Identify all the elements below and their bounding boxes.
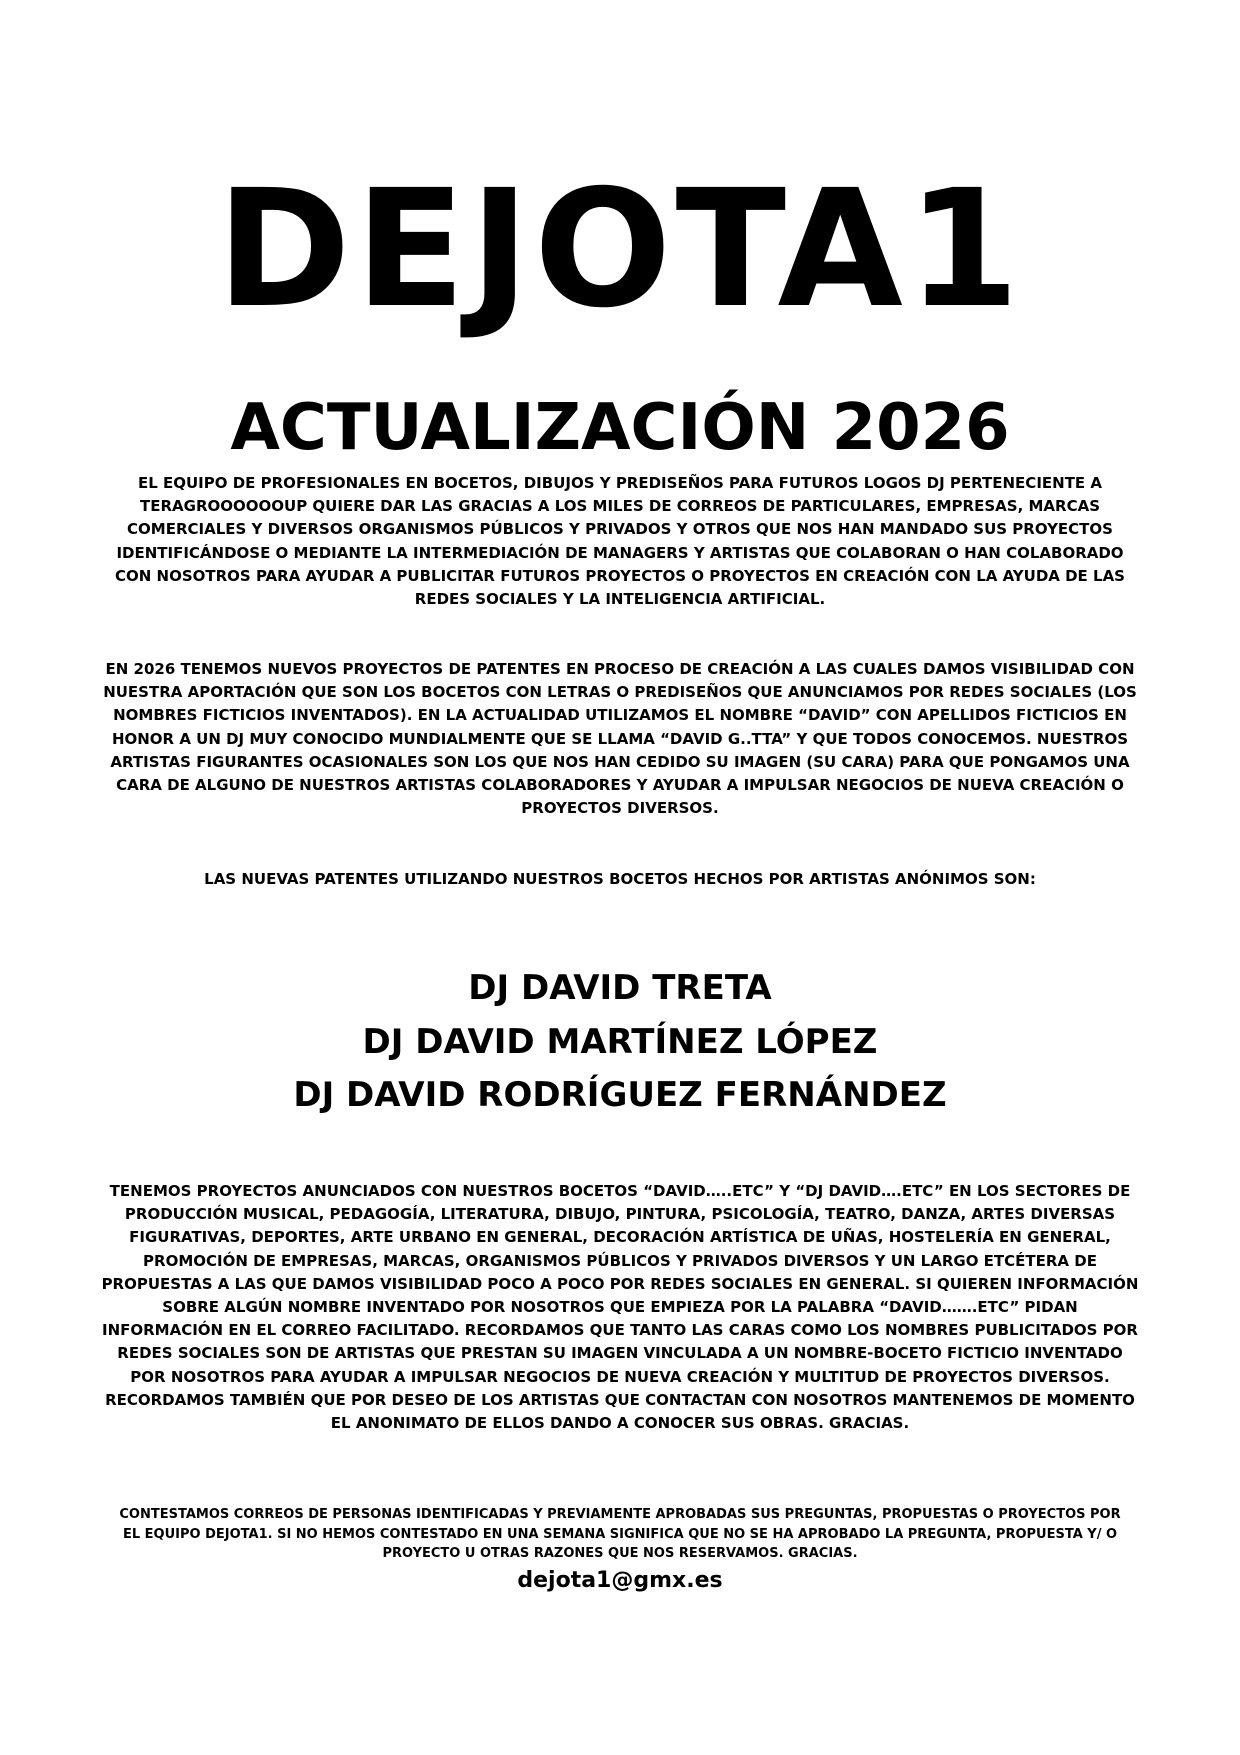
sectors-paragraph: TENEMOS PROYECTOS ANUNCIADOS CON NUESTROS BOCETOS “DAVID…..ETC” Y “DJ DAVID….ETC” EN LOS SECTORES DE PRODUCCIÓN MUSICAL, PEDAGOGÍA, LITERATURA, DIBUJO, PINTURA, PSICOLOGÍA, TEATRO, DANZA, ARTES DIVERSAS FIGURATIVAS, DEPORTES, ARTE URBANO EN GENERAL, DECORACIÓN ARTÍSTICA DE UÑAS, HOSTELERÍA EN GENERAL, PROMOCIÓN DE EMPRESAS, MARCAS, ORGANISMOS PÚBLICOS Y PRIVADOS DIVERSOS Y UN LARGO ETCÉTERA DE PROPUESTAS A LAS QUE DAMOS VISIBILIDAD POCO A POCO POR REDES SOCIALES EN GENERAL. SI QUIEREN INFORMACIÓN SOBRE ALGÚN NOMBRE INVENTADO POR NOSOTROS QUE EMPIEZA POR LA PALABRA “DAVID…….ETC” PIDAN INFORMACIÓN EN EL CORREO FACILITADO. RECORDAMOS QUE TANTO LAS CARAS COMO LOS NOMBRES PUBLICITADOS POR REDES SOCIALES SON DE ARTISTAS QUE PRESTAN SU IMAGEN VINCULADA A UN NOMBRE-BOCETO FICTICIO INVENTADO POR NOSOTROS PARA AYUDAR A IMPULSAR NEGOCIOS DE NUEVA CREACIÓN Y MULTITUD DE PROYECTOS DIVERSOS. RECORDAMOS TAMBIÉN QUE POR DESEO DE LOS ARTISTAS QUE CONTACTAN CON NOSOTROS MANTENEMOS DE MOMENTO EL ANONIMATO DE ELLOS DANDO A CONOCER SUS OBRAS. GRACIAS. (101, 1182, 1139, 1433)
patent-name-item: DJ DAVID TRETA (468, 968, 772, 1008)
patents-intro-paragraph: LAS NUEVAS PATENTES UTILIZANDO NUESTROS BOCETOS HECHOS POR ARTISTAS ANÓNIMOS SON: (204, 870, 1036, 888)
intro-paragraph: EL EQUIPO DE PROFESIONALES EN BOCETOS, DIBUJOS Y PREDISEÑOS PARA FUTUROS LOGOS DJ PERTENECIENTE A TERAGROOOOOOUP QUIERE DAR LAS GRACIAS A LOS MILES DE CORREOS DE PARTICULARES, EMPRESAS, MARCAS COMERCIALES Y DIVERSOS ORGANISMOS PÚBLICOS Y PRIVADOS Y OTROS QUE NOS HAN MANDADO SUS PROYECTOS IDENTIFICÁNDOSE O MEDIANTE LA INTERMEDIACIÓN DE MANAGERS Y ARTISTAS QUE COLABORAN O HAN COLABORADO CON NOSOTROS PARA AYUDAR A PUBLICITAR FUTUROS PROYECTOS O PROYECTOS EN CREACIÓN CON LA AYUDA DE LAS REDES SOCIALES Y LA INTELIGENCIA ARTIFICIAL. (114, 474, 1125, 609)
page-subtitle: ACTUALIZACIÓN 2026 (230, 391, 1010, 465)
patent-name-item: DJ DAVID MARTÍNEZ LÓPEZ (362, 1021, 878, 1062)
projects-paragraph: EN 2026 TENEMOS NUEVOS PROYECTOS DE PATENTES EN PROCESO DE CREACIÓN A LAS CUALES DAMOS VISIBILIDAD CON NUESTRA APORTACIÓN QUE SON LOS BOCETOS CON LETRAS O PREDISEÑOS QUE ANUNCIAMOS POR REDES SOCIALES (LOS NOMBRES FICTICIOS INVENTADOS). EN LA ACTUALIDAD UTILIZAMOS EL NOMBRE “DAVID” CON APELLIDOS FICTICIOS EN HONOR A UN DJ MUY CONOCIDO MUNDIALMENTE QUE SE LLAMA “DAVID G..TTA” Y QUE TODOS CONOCEMOS. NUESTROS ARTISTAS FIGURANTES OCASIONALES SON LOS QUE NOS HAN CEDIDO SU IMAGEN (SU CARA) PARA QUE PONGAMOS UNA CARA DE ALGUNO DE NUESTROS ARTISTAS COLABORADORES Y AYUDAR A IMPULSAR NEGOCIOS DE NUEVA CREACIÓN O PROYECTOS DIVERSOS. (103, 660, 1137, 818)
page-title: DEJOTA1 (216, 156, 1024, 344)
patent-names-list (0, 962, 1240, 1123)
patent-name-item: DJ DAVID RODRÍGUEZ FERNÁNDEZ (293, 1075, 947, 1115)
contact-email[interactable]: dejota1@gmx.es (517, 1568, 723, 1593)
contact-policy-paragraph: CONTESTAMOS CORREOS DE PERSONAS IDENTIFICADAS Y PREVIAMENTE APROBADAS SUS PREGUNTAS, PROPUESTAS O PROYECTOS POR EL EQUIPO DEJOTA1. SI NO HEMOS CONTESTADO EN UNA SEMANA SIGNIFICA QUE NO SE HA APROBADO LA PREGUNTA, PROPUESTA Y/ O PROYECTO U OTRAS RAZONES QUE NOS RESERVAMOS. GRACIAS. (119, 1507, 1121, 1561)
